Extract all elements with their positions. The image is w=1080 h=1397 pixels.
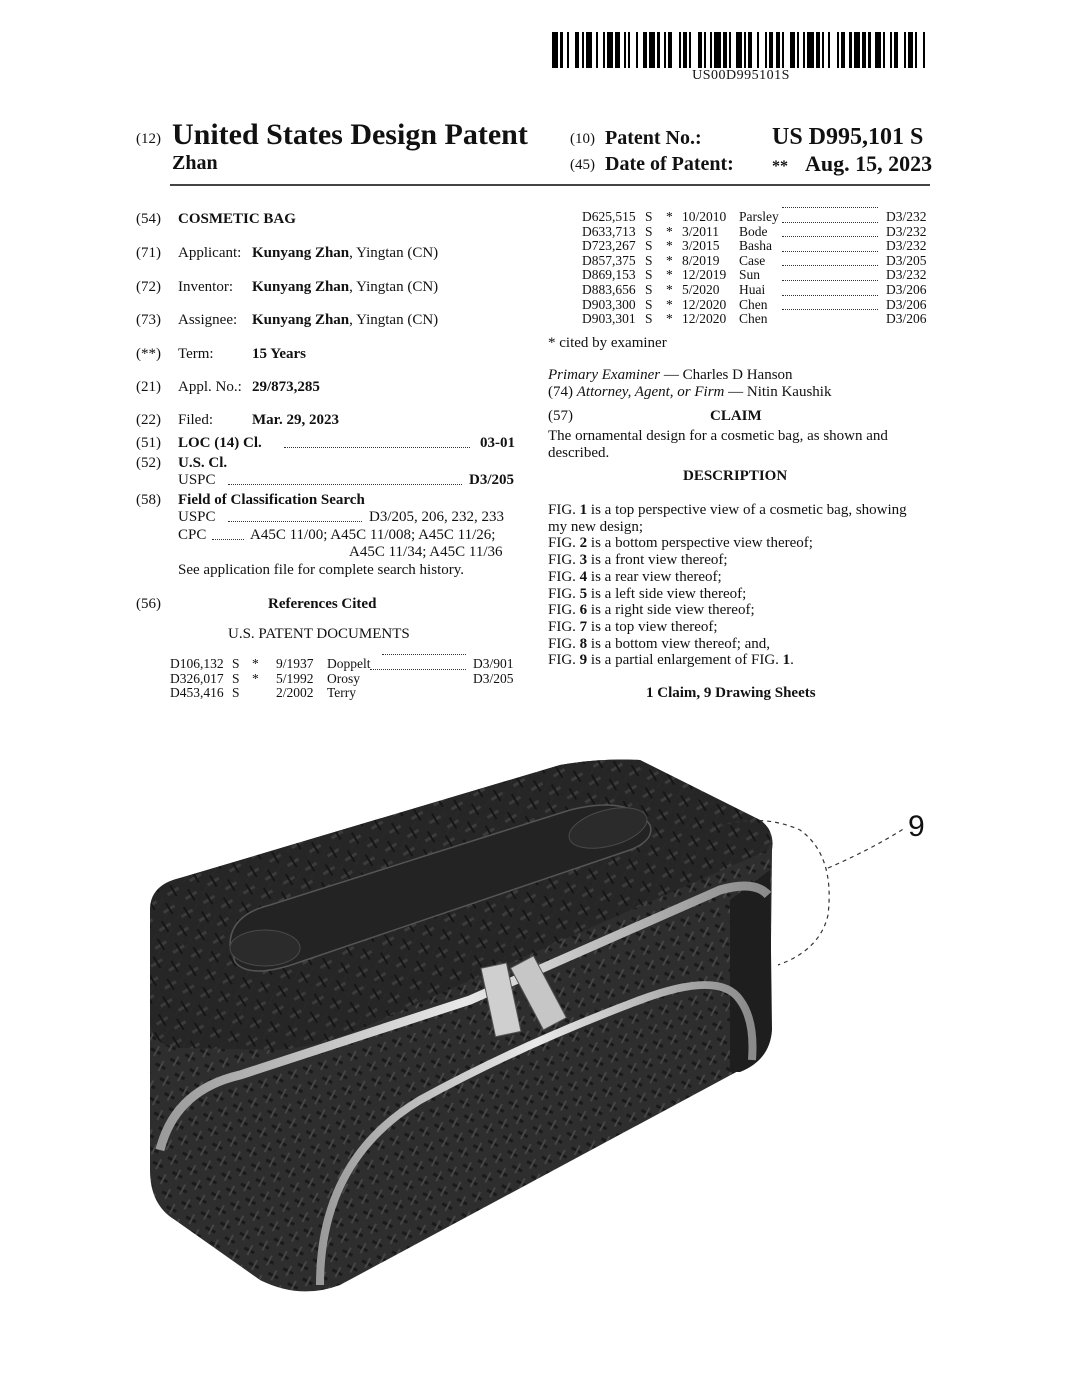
ref-leader (382, 654, 466, 655)
description-line (548, 535, 938, 552)
applicant-name: Kunyang Zhan (252, 245, 350, 261)
ref-leader (370, 669, 466, 670)
desc-fig-number: 8 (579, 635, 588, 652)
ref-cls: D3/206 (886, 296, 927, 312)
code-22: (22) (136, 412, 161, 428)
ref-date: 5/1992 (276, 670, 314, 686)
ref-number: D106,132 (170, 656, 224, 671)
ref-star: * (666, 267, 673, 283)
code-45: (45) (570, 157, 595, 173)
assignee-label: Assignee: (178, 312, 238, 328)
ref-date: 2/2002 (276, 685, 314, 701)
ref-star: * (666, 311, 673, 327)
field-label: Field of Classification Search (178, 492, 365, 508)
inventor-name: Kunyang Zhan (252, 279, 350, 295)
table-row (582, 239, 932, 254)
detail-callout-number: 9 (908, 810, 925, 843)
inventor-location: , Yingtan (CN) (349, 279, 439, 295)
field-cpc-value-1: A45C 11/00; A45C 11/008; A45C 11/26; (250, 527, 496, 543)
ref-date: 10/2010 (682, 209, 727, 224)
desc-text: is a bottom perspective view thereof; (587, 535, 813, 552)
table-row (582, 268, 932, 283)
desc-prefix: FIG. (548, 618, 580, 635)
ref-name: Doppelt (327, 656, 371, 671)
desc-fig-number: 4 (579, 568, 588, 585)
ref-name: Orosy (327, 670, 360, 686)
ref-num: D633,713 (582, 223, 636, 239)
code-74: (74) (548, 384, 573, 400)
code-51: (51) (136, 435, 161, 451)
applicant-location: , Yingtan (CN) (349, 245, 439, 261)
table-row (582, 283, 932, 298)
inventor (252, 279, 438, 296)
ref-date: 8/2019 (682, 252, 720, 268)
ref-date: 3/2011 (682, 223, 719, 239)
code-10: (10) (570, 131, 595, 147)
applicant (252, 245, 438, 262)
ref-star: * (666, 252, 673, 268)
description-line (548, 619, 938, 636)
desc-prefix: my new design; (548, 518, 643, 535)
ref-kind: S (645, 311, 653, 327)
barcode-number: US00D995101S (692, 68, 790, 83)
desc-text: is a partial enlargement of FIG. (587, 652, 783, 669)
invention-title: COSMETIC BAG (178, 211, 296, 227)
uscl-sub: USPC (178, 472, 216, 488)
ref-cls: D3/232 (886, 209, 927, 224)
date-flag: ** (772, 158, 788, 175)
field-uspc-value: D3/205, 206, 232, 233 (369, 509, 504, 525)
ref-number: D453,416 (170, 685, 224, 701)
code-73: (73) (136, 312, 161, 328)
desc-prefix: FIG. (548, 535, 580, 552)
field-uspc-leader (228, 521, 362, 522)
loc-leader (284, 447, 470, 448)
ref-leader (782, 309, 878, 310)
code-54: (54) (136, 211, 161, 227)
desc-fig-number: 2 (579, 535, 588, 552)
desc-text: is a top perspective view of a cosmetic bag, showing (587, 502, 907, 518)
desc-text: is a rear view thereof; (587, 568, 722, 585)
description-line (548, 502, 938, 519)
field-note: See application file for complete search history. (178, 562, 465, 578)
patent-no-label: Patent No.: (605, 127, 702, 149)
claim-text-2: described. (548, 445, 610, 461)
ref-leader (782, 251, 878, 252)
patent-number: US D995,101 S (772, 124, 924, 150)
desc-fig-number: 1 (579, 502, 588, 518)
desc-prefix: FIG. (548, 635, 580, 652)
inventor-label: Inventor: (178, 279, 233, 295)
desc-prefix: FIG. (548, 502, 580, 518)
code-term: (**) (136, 346, 161, 362)
primary-examiner (548, 367, 793, 384)
loc-label: LOC (14) Cl. (178, 435, 262, 451)
code-57: (57) (548, 408, 573, 424)
ref-date: 9/1937 (276, 656, 314, 671)
ref-star: * (252, 656, 259, 671)
ref-kind: S (645, 252, 653, 268)
loc-value: 03-01 (480, 435, 515, 451)
table-row (170, 672, 520, 687)
table-row (582, 312, 932, 327)
desc-tail: . (790, 652, 794, 669)
term-value: 15 Years (252, 346, 307, 362)
filed-label: Filed: (178, 412, 214, 428)
field-cpc: CPC (178, 527, 207, 543)
uscl-label: U.S. Cl. (178, 455, 228, 471)
ref-leader (782, 265, 878, 266)
ref-number: D326,017 (170, 670, 224, 686)
attorney-label: Attorney, Agent, or Firm (576, 384, 725, 400)
ref-date: 12/2020 (682, 311, 727, 327)
ref-date: 5/2020 (682, 281, 720, 297)
ref-star: * (252, 670, 259, 686)
table-row (582, 298, 932, 313)
examiner-name: — Charles D Hanson (663, 367, 793, 383)
ref-leader (782, 207, 878, 208)
header-divider (170, 184, 930, 186)
ref-name: Bode (739, 223, 768, 239)
description-line (548, 552, 938, 569)
assignee (252, 312, 438, 329)
assignee-location: , Yingtan (CN) (349, 312, 439, 328)
ref-cls: D3/232 (886, 267, 927, 283)
ref-star: * (666, 281, 673, 297)
desc-prefix: FIG. (548, 568, 580, 585)
ref-name: Chen (739, 296, 768, 312)
desc-prefix: FIG. (548, 552, 580, 569)
desc-text: is a front view thereof; (587, 552, 728, 569)
uscl-leader (228, 484, 462, 485)
ref-cls: D3/206 (886, 311, 927, 327)
ref-leader (782, 236, 878, 237)
field-cpc-leader (212, 539, 244, 540)
desc-text: is a top view thereof; (587, 618, 718, 635)
desc-fig-number: 7 (579, 618, 588, 635)
table-row (170, 657, 520, 672)
ref-date: 12/2019 (682, 267, 727, 283)
ref-name: Huai (739, 281, 766, 297)
desc-fig-number: 5 (579, 585, 588, 602)
assignee-name: Kunyang Zhan (252, 312, 350, 328)
ref-cls: D3/205 (886, 252, 927, 268)
ref-name: Case (739, 252, 766, 268)
document-type-title: United States Design Patent (172, 118, 528, 151)
table-row (582, 225, 932, 240)
ref-num: D883,656 (582, 281, 636, 297)
description-line (548, 602, 938, 619)
ref-leader (782, 295, 878, 296)
ref-num: D869,153 (582, 267, 636, 283)
detail-callout-leader (828, 828, 905, 868)
desc-fig-number: 9 (579, 652, 588, 669)
description-line (548, 569, 938, 586)
desc-fig-number: 3 (579, 552, 588, 569)
ref-cls: D3/206 (886, 281, 927, 297)
code-71: (71) (136, 245, 161, 261)
code-52: (52) (136, 455, 161, 471)
description-list (548, 502, 938, 669)
table-row (582, 210, 932, 225)
ref-kind: S (645, 238, 653, 254)
claim-title: CLAIM (710, 408, 762, 424)
appl-label: Appl. No.: (178, 379, 242, 395)
claim-text-1: The ornamental design for a cosmetic bag, as shown and (548, 428, 888, 444)
description-title: DESCRIPTION (683, 468, 788, 484)
barcode-bar (925, 32, 929, 68)
ref-num: D625,515 (582, 209, 636, 224)
term-label: Term: (178, 346, 214, 362)
field-uspc: USPC (178, 509, 216, 525)
description-line (548, 636, 938, 653)
table-row (582, 254, 932, 269)
desc-fig-number: 6 (579, 602, 588, 619)
drawing-summary: 1 Claim, 9 Drawing Sheets (646, 685, 816, 701)
ref-kind: S (645, 267, 653, 283)
desc-prefix: FIG. (548, 585, 580, 602)
left-references-table (170, 657, 520, 701)
ref-kind: S (232, 670, 240, 686)
inventor-surname: Zhan (172, 152, 218, 174)
cited-note: * cited by examiner (548, 335, 667, 351)
ref-name: Sun (739, 267, 761, 283)
filed-date: Mar. 29, 2023 (252, 412, 339, 428)
ref-star: * (666, 238, 673, 254)
ref-cls: D3/232 (886, 223, 927, 239)
right-references-table (582, 210, 932, 327)
code-72: (72) (136, 279, 161, 295)
ref-cls: D3/232 (886, 238, 927, 254)
ref-name: Chen (739, 311, 768, 327)
ref-kind: S (645, 296, 653, 312)
desc-prefix: FIG. (548, 602, 580, 619)
attorney-name: — Nitin Kaushik (728, 384, 832, 400)
desc-ref-fig: 1 (782, 652, 791, 669)
ref-name: Parsley (739, 209, 779, 224)
ref-leader (782, 222, 878, 223)
ref-date: 12/2020 (682, 296, 727, 312)
code-56: (56) (136, 596, 161, 612)
desc-text: is a bottom view thereof; and, (587, 635, 771, 652)
description-line (548, 652, 938, 669)
code-21: (21) (136, 379, 161, 395)
ref-class: D3/205 (473, 670, 514, 686)
description-line (548, 519, 938, 536)
ref-kind: S (645, 209, 653, 224)
date-label: Date of Patent: (605, 153, 734, 175)
ref-kind: S (645, 281, 653, 297)
ref-class: D3/901 (473, 656, 514, 671)
ref-num: D903,301 (582, 311, 636, 327)
barcode (552, 32, 930, 68)
ref-kind: S (232, 685, 240, 701)
desc-text: is a left side view thereof; (587, 585, 747, 602)
desc-text: is a right side view thereof; (587, 602, 755, 619)
ref-name: Terry (327, 685, 357, 701)
code-12: (12) (136, 131, 161, 147)
ref-star: * (666, 209, 673, 224)
handle-tab-left (230, 930, 300, 966)
references-title: References Cited (268, 596, 377, 612)
table-row (170, 686, 520, 701)
ref-name: Basha (739, 238, 772, 254)
cosmetic-bag-figure (0, 700, 1080, 1397)
ref-num: D903,300 (582, 296, 636, 312)
ref-kind: S (232, 656, 240, 671)
examiner-label: Primary Examiner (548, 367, 661, 383)
description-line (548, 586, 938, 603)
applicant-label: Applicant: (178, 245, 242, 261)
attorney (548, 384, 831, 401)
ref-kind: S (645, 223, 653, 239)
code-58: (58) (136, 492, 161, 508)
ref-num: D857,375 (582, 252, 636, 268)
ref-date: 3/2015 (682, 238, 720, 254)
uscl-value: D3/205 (469, 472, 514, 488)
references-subtitle: U.S. PATENT DOCUMENTS (228, 626, 410, 642)
appl-number: 29/873,285 (252, 379, 320, 395)
field-cpc-value-2: A45C 11/34; A45C 11/36 (349, 544, 503, 560)
ref-num: D723,267 (582, 238, 636, 254)
desc-prefix: FIG. (548, 652, 580, 669)
ref-star: * (666, 296, 673, 312)
patent-date: Aug. 15, 2023 (805, 151, 933, 176)
ref-star: * (666, 223, 673, 239)
ref-leader (782, 280, 878, 281)
